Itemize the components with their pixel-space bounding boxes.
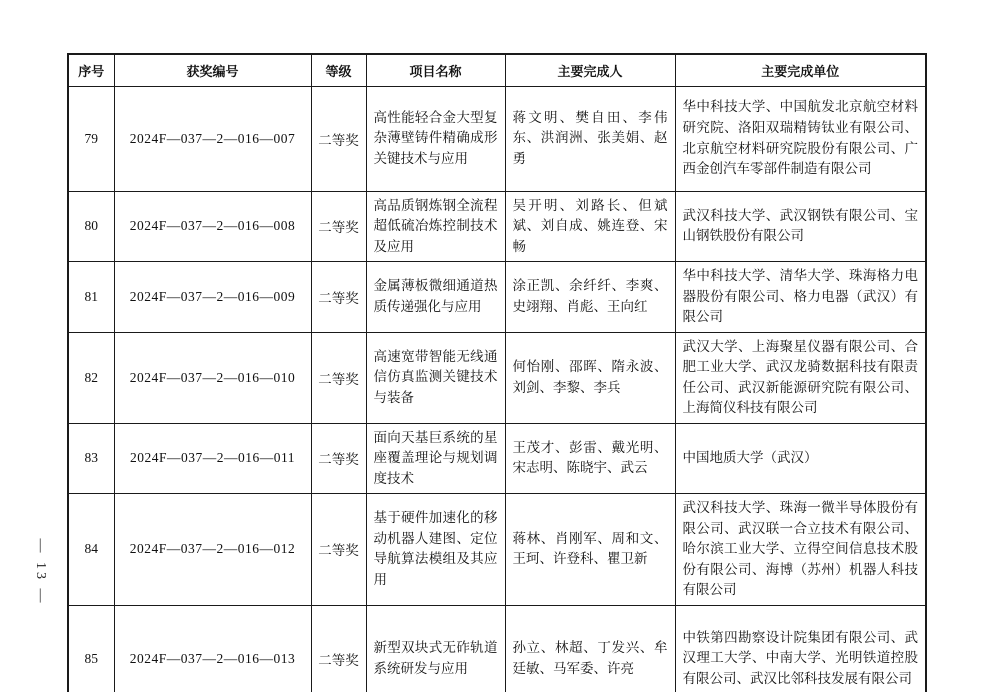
level-cell: 二等奖 [311, 605, 366, 692]
organizations-cell: 华中科技大学、清华大学、珠海格力电器股份有限公司、格力电器（武汉）有限公司 [675, 262, 926, 333]
project-name-cell: 高性能轻合金大型复杂薄壁铸件精确成形关键技术与应用 [366, 86, 505, 191]
table-row [68, 191, 926, 262]
award-no-cell: 2024F—037—2—016—011 [114, 423, 311, 494]
award-no-cell: 2024F—037—2—016—013 [114, 605, 311, 692]
organizations-cell: 武汉科技大学、珠海一微半导体股份有限公司、武汉联一合立技术有限公司、哈尔滨工业大学、立得空间信息技术股份有限公司、海博（苏州）机器人科技有限公司 [675, 494, 926, 606]
contributors-cell: 王茂才、彭雷、戴光明、宋志明、陈晓宇、武云 [505, 423, 675, 494]
project-name-cell: 金属薄板微细通道热质传递强化与应用 [366, 262, 505, 333]
award-no-cell: 2024F—037—2—016—008 [114, 191, 311, 262]
organizations-cell: 武汉科技大学、武汉钢铁有限公司、宝山钢铁股份有限公司 [675, 191, 926, 262]
table-row [68, 494, 926, 606]
serial-cell: 79 [68, 86, 114, 191]
level-cell: 二等奖 [311, 332, 366, 423]
serial-cell: 83 [68, 423, 114, 494]
column-header-contributors: 主要完成人 [505, 54, 675, 86]
serial-cell: 84 [68, 494, 114, 606]
serial-cell: 80 [68, 191, 114, 262]
table-row [68, 262, 926, 333]
table-row [68, 423, 926, 494]
column-header-level: 等级 [311, 54, 366, 86]
project-name-cell: 高品质钢炼钢全流程超低硫冶炼控制技术及应用 [366, 191, 505, 262]
header-row [68, 54, 926, 86]
organizations-cell: 武汉大学、上海聚星仪器有限公司、合肥工业大学、武汉龙骑数据科技有限责任公司、武汉新能源研究院有限公司、上海简仪科技有限公司 [675, 332, 926, 423]
serial-cell: 81 [68, 262, 114, 333]
level-cell: 二等奖 [311, 494, 366, 606]
contributors-cell: 吴开明、刘路长、但斌斌、刘自成、姚连登、宋畅 [505, 191, 675, 262]
table-body [68, 86, 926, 692]
project-name-cell: 高速宽带智能无线通信仿真监测关键技术与装备 [366, 332, 505, 423]
serial-cell: 85 [68, 605, 114, 692]
contributors-cell: 涂正凯、余纤纤、李爽、史翊翔、肖彪、王向红 [505, 262, 675, 333]
table-row [68, 86, 926, 191]
level-cell: 二等奖 [311, 191, 366, 262]
page-number: — 13 — [33, 538, 48, 606]
contributors-cell: 何怡刚、邵晖、隋永波、刘剑、李黎、李兵 [505, 332, 675, 423]
table-header [68, 54, 926, 86]
serial-cell: 82 [68, 332, 114, 423]
awards-table [67, 53, 927, 692]
contributors-cell: 蒋林、肖刚军、周和文、王珂、许登科、瞿卫新 [505, 494, 675, 606]
project-name-cell: 面向天基巨系统的星座覆盖理论与规划调度技术 [366, 423, 505, 494]
level-cell: 二等奖 [311, 262, 366, 333]
contributors-cell: 孙立、林超、丁发兴、牟廷敏、马军委、许亮 [505, 605, 675, 692]
column-header-organizations: 主要完成单位 [675, 54, 926, 86]
contributors-cell: 蒋文明、樊自田、李伟东、洪润洲、张美娟、赵勇 [505, 86, 675, 191]
level-cell: 二等奖 [311, 423, 366, 494]
organizations-cell: 中国地质大学（武汉） [675, 423, 926, 494]
project-name-cell: 新型双块式无砟轨道系统研发与应用 [366, 605, 505, 692]
organizations-cell: 中铁第四勘察设计院集团有限公司、武汉理工大学、中南大学、光明铁道控股有限公司、武汉比邻科技发展有限公司 [675, 605, 926, 692]
level-cell: 二等奖 [311, 86, 366, 191]
column-header-project-name: 项目名称 [366, 54, 505, 86]
project-name-cell: 基于硬件加速化的移动机器人建图、定位导航算法模组及其应用 [366, 494, 505, 606]
award-no-cell: 2024F—037—2—016—007 [114, 86, 311, 191]
organizations-cell: 华中科技大学、中国航发北京航空材料研究院、洛阳双瑞精铸钛业有限公司、北京航空材料研究院股份有限公司、广西金创汽车零部件制造有限公司 [675, 86, 926, 191]
award-no-cell: 2024F—037—2—016—010 [114, 332, 311, 423]
award-no-cell: 2024F—037—2—016—009 [114, 262, 311, 333]
table-row [68, 605, 926, 692]
column-header-serial: 序号 [68, 54, 114, 86]
table-row [68, 332, 926, 423]
column-header-award-no: 获奖编号 [114, 54, 311, 86]
award-no-cell: 2024F—037—2—016—012 [114, 494, 311, 606]
